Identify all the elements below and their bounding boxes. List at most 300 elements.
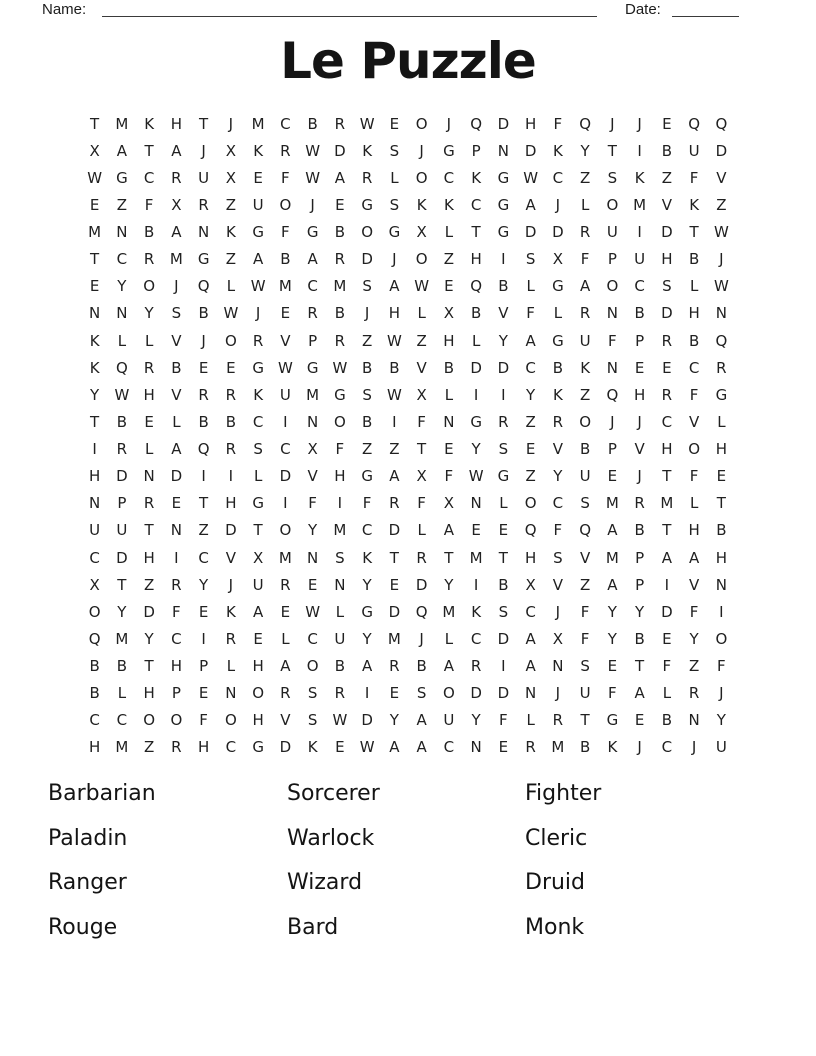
grid-letter: H [88,738,101,757]
grid-letter: B [443,358,455,377]
grid-letter: E [253,168,263,187]
grid-letter: Z [579,385,591,404]
grid-letter: H [715,548,728,567]
grid-letter: O [415,114,428,133]
grid-letter: O [88,602,101,621]
grid-letter: H [334,467,346,486]
grid-letter: I [501,385,506,404]
grid-letter: X [552,250,564,269]
grid-letter: U [688,141,700,160]
grid-letter: I [719,602,724,621]
grid-letter: X [252,548,264,567]
word-item: Sorcerer [287,781,380,806]
grid-letter: T [144,141,154,160]
grid-letter: M [115,114,129,133]
grid-letter: E [498,738,509,757]
grid-letter: F [199,711,208,730]
grid-letter: Z [416,331,427,350]
grid-letter: Q [579,114,592,133]
grid-letter: S [171,304,182,323]
grid-letter: U [579,467,591,486]
grid-letter: T [199,114,209,133]
grid-letter: B [361,412,373,431]
grid-letter: Y [144,304,154,323]
grid-letter: B [198,304,209,323]
grid-letter: G [606,711,619,730]
grid-letter: N [606,358,618,377]
grid-letter: N [334,575,346,594]
grid-letter: E [89,277,100,296]
grid-letter: G [197,250,210,269]
grid-letter: N [89,494,101,513]
grid-letter: G [497,467,510,486]
grid-letter: H [470,250,482,269]
grid-letter: M [278,277,292,296]
page-title: Le Puzzle [280,32,536,90]
grid-letter: R [334,331,346,350]
grid-letter: Y [580,141,590,160]
grid-letter: B [661,141,673,160]
grid-letter: R [334,250,346,269]
grid-letter: R [498,412,509,431]
grid-letter: D [388,602,401,621]
grid-letter: U [252,195,264,214]
grid-letter: S [253,440,263,459]
grid-letter: J [610,114,615,133]
word-item: Wizard [287,870,363,895]
grid-letter: R [579,223,591,242]
grid-letter: U [279,385,291,404]
grid-letter: S [553,548,563,567]
grid-letter: E [525,440,536,459]
grid-letter: O [252,684,265,703]
grid-letter: D [470,358,482,377]
grid-letter: K [362,548,373,567]
grid-letter: A [389,738,400,757]
grid-letter: O [143,277,156,296]
grid-letter: V [579,548,591,567]
grid-letter: N [307,412,319,431]
grid-letter: E [389,684,400,703]
grid-letter: H [143,684,155,703]
grid-letter: R [252,331,264,350]
grid-letter: T [607,141,617,160]
grid-letter: S [362,277,372,296]
grid-letter: Y [199,575,209,594]
grid-letter: K [307,738,318,757]
grid-letter: X [552,629,564,648]
grid-letter: J [719,250,724,269]
grid-letter: P [635,575,645,594]
grid-letter: Q [470,277,483,296]
grid-letter: S [307,711,318,730]
grid-letter: N [470,738,482,757]
grid-letter: X [416,467,427,486]
grid-letter: C [552,168,564,187]
grid-letter: F [608,684,617,703]
grid-letter: L [717,412,726,431]
grid-letter: W [468,467,484,486]
grid-letter: Q [88,629,101,648]
grid-letter: E [198,684,209,703]
grid-letter: D [524,223,537,242]
grid-letter: H [661,250,673,269]
grid-letter: F [499,711,508,730]
word-item: Rouge [48,914,118,940]
grid-letter: G [443,141,455,160]
grid-letter: G [334,385,346,404]
grid-letter: O [606,195,619,214]
grid-letter: V [688,575,700,594]
grid-letter: L [253,467,263,486]
grid-letter: P [471,141,481,160]
grid-letter: M [469,548,483,567]
grid-letter: F [553,521,563,540]
grid-letter: Y [308,521,318,540]
grid-letter: P [607,440,617,459]
grid-letter: R [661,385,673,404]
grid-letter: P [635,548,645,567]
grid-letter: R [389,494,400,513]
grid-letter: R [171,738,182,757]
word-search-grid [81,110,735,761]
grid-letter: C [116,250,128,269]
grid-letter: K [225,223,236,242]
grid-letter: E [634,711,645,730]
grid-letter: J [419,141,424,160]
grid-letter: R [143,494,155,513]
grid-letter: R [143,358,155,377]
grid-letter: C [361,521,373,540]
grid-letter: A [280,657,291,676]
grid-letter: A [171,141,182,160]
grid-letter: T [144,521,154,540]
grid-letter: B [89,657,100,676]
grid-letter: Y [471,711,481,730]
grid-letter: W [332,358,348,377]
grid-letter: E [253,629,263,648]
grid-letter: B [171,358,182,377]
grid-letter: K [552,141,563,160]
grid-letter: U [634,250,646,269]
grid-letter: O [170,711,183,730]
grid-letter: J [392,250,397,269]
grid-letter: L [144,440,154,459]
grid-letter: L [471,331,481,350]
grid-letter: M [660,494,674,513]
grid-letter: D [470,684,482,703]
grid-letter: Z [688,657,700,676]
grid-letter: H [633,385,646,404]
grid-letter: M [115,629,129,648]
grid-letter: G [306,223,319,242]
grid-letter: A [525,629,536,648]
grid-letter: F [172,602,181,621]
grid-letter: C [89,711,100,730]
grid-letter: T [662,521,672,540]
grid-letter: R [225,629,237,648]
grid-letter: B [688,250,700,269]
grid-letter: C [688,358,700,377]
grid-letter: J [637,412,642,431]
grid-letter: K [580,358,591,377]
grid-letter: U [606,223,618,242]
grid-letter: O [415,250,428,269]
grid-letter: Q [197,440,210,459]
grid-letter: P [117,494,127,513]
word-item: Paladin [48,825,128,851]
grid-letter: D [552,223,564,242]
grid-letter: B [579,738,591,757]
grid-letter: E [198,602,209,621]
grid-letter: M [169,250,183,269]
grid-letter: G [361,602,373,621]
grid-letter: J [228,114,234,133]
grid-letter: N [116,304,128,323]
grid-letter: I [283,412,288,431]
grid-letter: Q [470,114,483,133]
grid-letter: A [579,277,591,296]
grid-letter: Y [689,629,699,648]
grid-letter: V [416,358,427,377]
grid-letter: R [198,385,209,404]
grid-letter: T [635,657,645,676]
grid-letter: S [416,684,427,703]
grid-letter: D [334,141,346,160]
grid-letter: Q [115,358,128,377]
grid-letter: Y [553,467,563,486]
grid-letter: G [552,331,564,350]
grid-letter: W [713,223,729,242]
grid-letter: D [524,141,537,160]
grid-letter: F [281,223,290,242]
grid-letter: B [634,521,645,540]
grid-letter: R [280,141,291,160]
grid-letter: K [89,358,100,377]
grid-letter: Z [716,195,727,214]
grid-letter: X [307,440,318,459]
grid-letter: D [361,250,373,269]
grid-letter: E [498,521,509,540]
grid-letter: F [335,440,345,459]
grid-letter: W [523,168,539,187]
grid-letter: U [443,711,455,730]
grid-letter: B [389,358,400,377]
grid-letter: L [526,711,535,730]
grid-letter: I [473,575,479,594]
grid-letter: G [497,195,510,214]
grid-letter: S [307,684,318,703]
grid-letter: Q [606,385,619,404]
grid-letter: W [114,385,130,404]
grid-letter: K [552,385,563,404]
grid-letter: K [607,738,618,757]
grid-letter: D [661,304,673,323]
grid-letter: T [662,467,672,486]
grid-letter: F [608,331,617,350]
grid-letter: Y [607,602,617,621]
grid-letter: N [198,223,210,242]
grid-letter: L [172,412,181,431]
grid-letter: L [499,494,508,513]
grid-letter: Z [225,195,237,214]
grid-letter: X [443,494,455,513]
word-list-column [48,781,287,959]
grid-letter: A [661,548,672,567]
grid-letter: M [333,277,347,296]
grid-letter: A [525,657,536,676]
grid-letter: D [143,602,155,621]
grid-letter: B [334,657,346,676]
grid-letter: A [389,277,400,296]
grid-letter: V [498,304,509,323]
grid-letter: E [171,494,182,513]
grid-letter: E [389,114,400,133]
grid-letter: R [171,575,182,594]
grid-letter: J [310,195,315,214]
grid-letter: A [416,738,427,757]
grid-letter: H [388,304,401,323]
grid-letter: H [143,548,155,567]
grid-letter: R [171,168,182,187]
grid-letter: F [689,602,699,621]
grid-letter: B [143,223,155,242]
grid-letter: Z [116,195,128,214]
grid-letter: I [501,250,506,269]
grid-letter: B [470,304,482,323]
grid-letter: L [444,629,454,648]
grid-letter: E [335,738,345,757]
grid-letter: R [116,440,128,459]
grid-letter: B [198,412,209,431]
grid-letter: K [689,195,700,214]
name-label: Name: [42,1,87,18]
grid-letter: W [250,277,266,296]
grid-letter: C [634,277,645,296]
grid-letter: A [307,250,318,269]
grid-letter: N [715,575,727,594]
grid-letter: D [497,629,510,648]
grid-letter: I [637,223,642,242]
grid-letter: N [443,412,455,431]
grid-letter: F [417,412,426,431]
grid-letter: W [359,738,375,757]
grid-letter: W [87,168,103,187]
grid-letter: Y [498,331,508,350]
grid-letter: Y [362,629,372,648]
grid-letter: I [283,494,288,513]
word-item: Druid [525,870,586,895]
grid-letter: C [470,195,482,214]
grid-letter: O [524,494,537,513]
grid-letter: Y [444,575,454,594]
grid-letter: H [143,385,155,404]
grid-letter: H [252,657,264,676]
grid-letter: T [199,494,209,513]
grid-letter: V [307,467,318,486]
grid-letter: C [443,738,455,757]
grid-letter: K [225,602,236,621]
grid-letter: M [251,114,265,133]
grid-letter: P [308,331,318,350]
grid-letter: H [661,440,673,459]
grid-letter: Q [715,331,728,350]
grid-letter: J [610,412,615,431]
word-item: Bard [287,914,339,940]
grid-letter: C [252,412,264,431]
grid-letter: T [389,548,399,567]
grid-letter: C [225,738,237,757]
grid-letter: B [334,223,346,242]
grid-letter: E [444,277,454,296]
grid-letter: E [307,575,318,594]
grid-letter: P [607,250,617,269]
grid-letter: K [471,602,482,621]
grid-letter: B [498,575,509,594]
grid-letter: X [443,304,455,323]
grid-letter: K [416,195,427,214]
grid-letter: F [689,467,699,486]
grid-letter: R [661,331,673,350]
grid-letter: M [306,385,320,404]
grid-letter: C [525,358,536,377]
grid-letter: A [607,521,618,540]
grid-letter: L [553,304,563,323]
grid-letter: D [497,114,510,133]
grid-letter: R [525,738,536,757]
grid-letter: J [691,738,697,757]
word-list-column [525,781,601,959]
grid-letter: K [443,195,454,214]
grid-letter: T [90,412,100,431]
grid-letter: H [225,494,237,513]
grid-letter: T [444,548,454,567]
grid-letter: Q [688,114,701,133]
grid-letter: O [415,168,428,187]
grid-letter: U [89,521,101,540]
grid-letter: D [661,602,673,621]
grid-letter: Q [415,602,428,621]
grid-letter: B [634,629,645,648]
grid-letter: O [688,440,701,459]
grid-letter: I [92,440,97,459]
grid-letter: R [280,575,291,594]
grid-letter: X [416,385,427,404]
grid-letter: N [143,467,155,486]
grid-letter: R [389,657,400,676]
grid-letter: C [280,114,291,133]
grid-letter: S [389,141,400,160]
grid-letter: E [226,358,236,377]
word-item: Warlock [287,825,375,851]
grid-letter: W [277,358,293,377]
grid-letter: R [334,114,346,133]
grid-letter: D [661,223,673,242]
grid-letter: E [280,304,291,323]
grid-letter: X [89,141,100,160]
grid-letter: B [116,412,128,431]
grid-letter: J [364,304,370,323]
grid-letter: O [333,412,346,431]
grid-letter: O [279,521,292,540]
grid-letter: D [497,684,510,703]
grid-letter: S [362,385,372,404]
grid-letter: Z [143,738,155,757]
grid-letter: S [662,277,672,296]
grid-letter: O [224,331,237,350]
grid-letter: F [580,250,590,269]
grid-letter: I [201,629,206,648]
